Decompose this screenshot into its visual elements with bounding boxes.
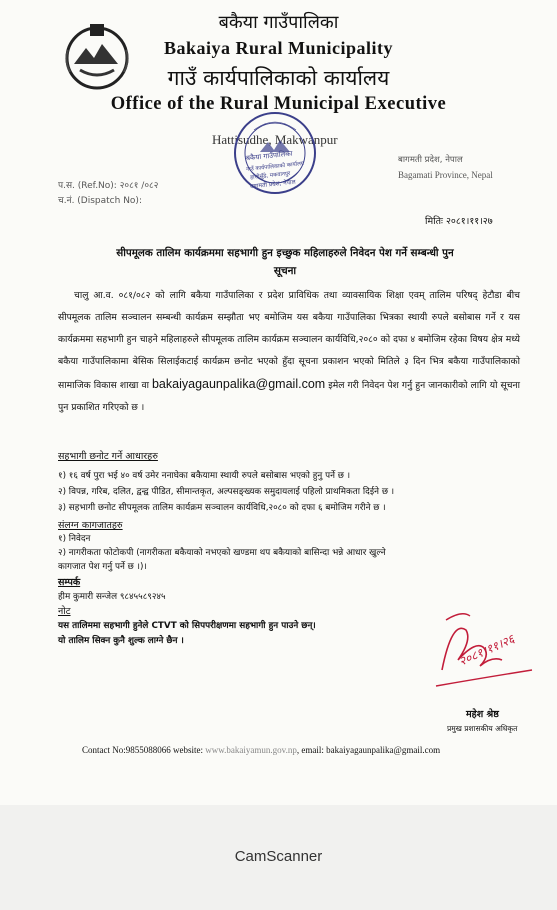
- notice-date: मितिः २०८१।११।२७: [425, 216, 493, 227]
- signatory-designation: प्रमुख प्रशासकीय अधिकृत: [447, 724, 518, 733]
- seal-text-mid: गाउँ कार्यपालिकाको कार्यालय: [245, 160, 305, 174]
- signatory-name: महेश श्रेष्ठ: [466, 709, 499, 720]
- docs-item: १) निवेदन: [58, 534, 91, 544]
- note-heading: नोट: [58, 606, 71, 617]
- camscanner-watermark: CamScanner: [234, 848, 323, 865]
- province-nepali: बागमती प्रदेश, नेपाल: [398, 155, 463, 165]
- footer-phone: Contact No:9855088066: [82, 745, 171, 755]
- footer-website-label: website:: [173, 745, 203, 755]
- notice-title: सीपमूलक तालिम कार्यक्रममा सहभागी हुन इच्छुक महिलाहरुले निवेदन पेश गर्ने सम्बन्धी पुन: [116, 247, 454, 259]
- note-line: यस तालिममा सहभागी हुनेले CTVT को सिपपरीक्षणमा सहभागी हुन पाउने छन्।: [58, 621, 316, 631]
- notice-body-text: चालु आ.व. ०८१/०८२ को लागि बकैया गाउँपालिका र प्रदेश प्राविधिक तथा व्यावसायिक शिक्षा एवम् तालिम परिषद् हेटौडा बीच सीपमूलक तालिम सञ्चालन सम्बन्धी कार्यक्रम सम्झौता भए बमोजिम यस बकैया गाउँपालिका भित्रका स्थायी रुपले बसोबास गर्ने र यस कार्यक्रममा सहभागी हुन चाहने महिलाहरुले सीपमूलक तालिम कार्यक्रम सञ्चालन कार्यविधि,२०८० को दफा ४ बमोजिम रहेका विषय क्षेत्र मध्ये बकैया गाउँपालिकामा बेसिक सिलाईकटाई कार्यक्रम छनोट भएको हुँदा सूचना प्रकाशन भएको मितिले ३ दिन भित्र बकैया गाउँपालिकाको सामाजिक विकास शाखा वा: [58, 290, 520, 391]
- seal-text-low: हात्तीसुँढे, मकवानपुर: [249, 170, 291, 182]
- dispatch-number: च.नं. (Dispatch No):: [58, 196, 142, 206]
- signature-date: २०८१।११।२६: [456, 631, 517, 669]
- notice-title-cont: सूचना: [273, 265, 297, 277]
- notice-email-link[interactable]: bakaiyagaunpalika@gmail.com: [151, 377, 326, 391]
- basis-item: १) १६ वर्ष पुरा भई ४० वर्ष उमेर ननाघेका बकैयामा स्थायी रुपले बसोबास भएको हुनु पर्ने छ ।: [58, 471, 351, 481]
- office-title-english: Office of the Rural Municipal Executive: [110, 94, 447, 114]
- office-address: Hattisudhe, Makwanpur: [212, 132, 338, 147]
- footer-contact: Contact No:9855088066 website: www.bakaiyamun.gov.np, email: bakaiyagaunpalika@gmail.com: [82, 745, 441, 755]
- office-title-nepali: गाउँ कार्यपालिकाको कार्यालय: [167, 66, 390, 90]
- docs-heading: संलग्न कागजातहरु: [58, 520, 123, 531]
- municipality-title-english: Bakaiya Rural Municipality: [163, 38, 394, 58]
- province-english: Bagamati Province, Nepal: [398, 170, 493, 180]
- note-line: यो तालिम सिक्न कुनै शुल्क लाग्ने छैन ।: [58, 636, 184, 646]
- contact-heading: सम्पर्क: [58, 577, 81, 588]
- docs-item: २) नागरीकता फोटोकपी (नागरीकता बकैयाको नभएको खण्डमा थप बकैयाको बासिन्दा भन्ने आधार खुल्ने: [58, 548, 386, 558]
- docs-item-cont: कागजात पेश गर्नु पर्ने छ ।)।: [58, 562, 147, 572]
- footer-website-link[interactable]: www.bakaiyamun.gov.np: [205, 745, 297, 755]
- basis-item: ३) सहभागी छनोट सीपमूलक तालिम कार्यक्रम सञ्चालन कार्यविधि,२०८० को दफा ६ बमोजिम गरीने छ ।: [58, 503, 386, 513]
- seal-text-bottom: बागमती प्रदेश, नेपाल: [249, 178, 296, 191]
- seal-text-top: बकैया गाउँपालिका: [245, 149, 293, 163]
- contact-person: हीम कुमारी सन्जेल ९८४५५८९२४५: [58, 592, 166, 602]
- basis-item: २) विपन्न, गरिब, दलित, द्वन्द्व पीडित, सीमान्तकृत, अल्पसङ्ख्यक समुदायलाई पहिलो प्राथमिकता दिईने छ ।: [58, 487, 395, 497]
- ref-number: [58, 178, 158, 191]
- ref-value: २०८१ /०८२: [119, 181, 159, 191]
- basis-heading: सहभागी छनोट गर्ने आधारहरु: [58, 451, 158, 462]
- municipality-title-nepali: बकैया गाउँपालिका: [218, 12, 339, 33]
- notice-body-text-end: इमेल गरी निवेदन पेश गर्नु हुन जानकारीको लागि यो सूचना पुन प्रकाशित गरिएको छ ।: [58, 380, 520, 413]
- footer-email-label: email:: [301, 745, 324, 755]
- ref-label: प.स. (Ref.No):: [58, 181, 117, 191]
- footer-email-link[interactable]: bakaiyagaunpalika@gmail.com: [326, 745, 441, 755]
- notice-body: [58, 285, 520, 419]
